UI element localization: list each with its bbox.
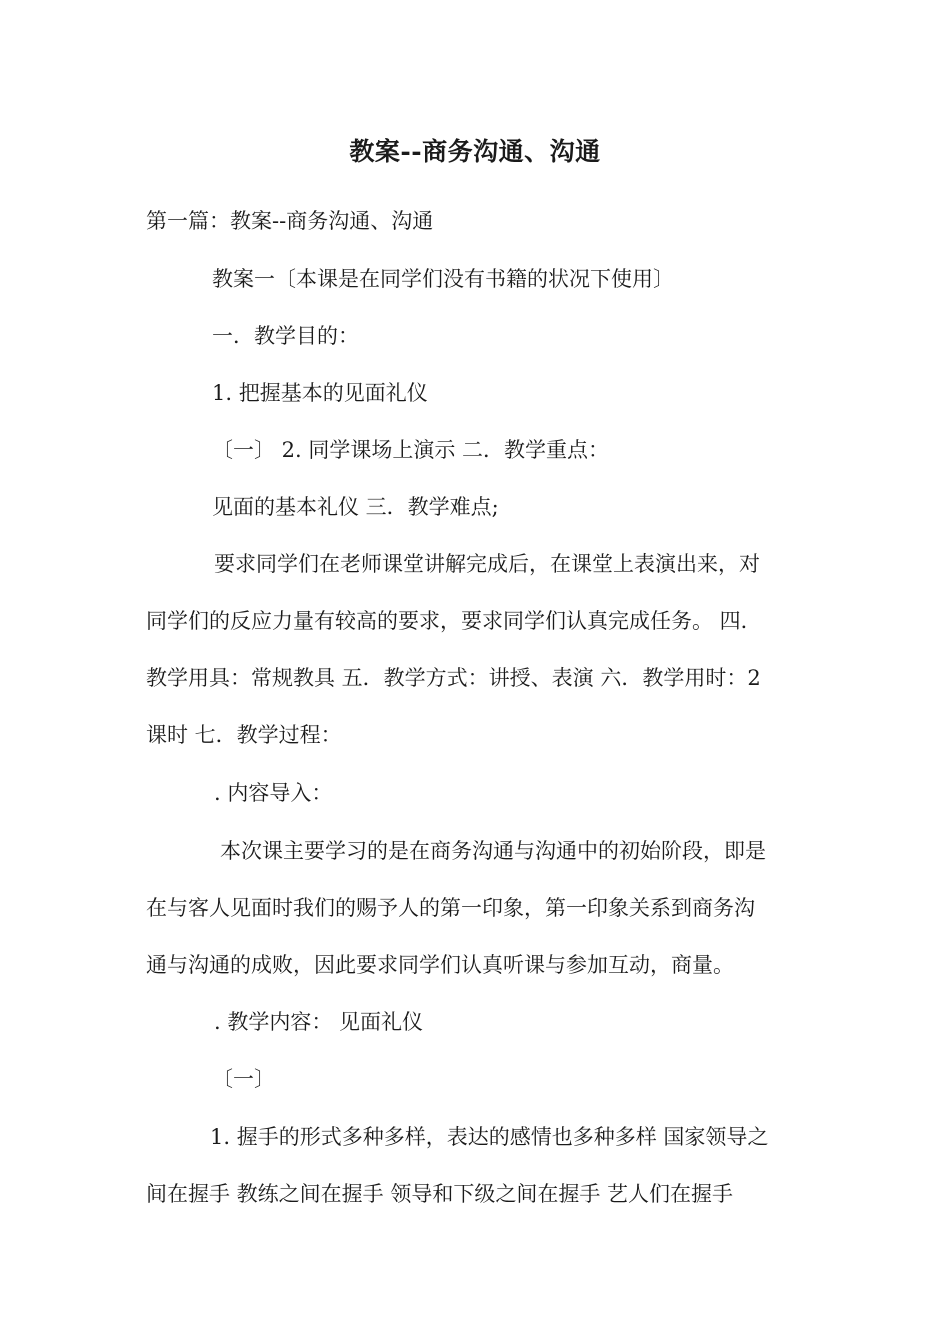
objective-item-1: 1. 把握基本的见面礼仪 [212, 381, 428, 405]
paragraph-1-line-1: 要求同学们在老师课堂讲解完成后，在课堂上表演出来，对 [214, 552, 760, 576]
paragraph-1-line-3: 教学用具：常规教具 五．教学方式：讲授、表演 六．教学用时：2 [146, 666, 761, 690]
objective-item-2: 〔一〕 2. 同学课场上演示 二．教学重点： [212, 438, 610, 462]
paragraph-3-line-1: 1. 握手的形式多种多样，表达的感情也多种多样 国家领导之 [210, 1125, 769, 1149]
objectives-heading: 一．教学目的： [212, 324, 359, 348]
document-title: 教案--商务沟通、沟通 [349, 137, 601, 166]
lesson-plan-heading: 教案一〔本课是在同学们没有书籍的状况下使用〕 [212, 267, 674, 291]
paragraph-1-line-2: 同学们的反应力量有较高的要求，要求同学们认真完成任务。 四． [146, 609, 762, 633]
key-points-line: 见面的基本礼仪 三．教学难点; [212, 495, 499, 519]
paragraph-1-line-4: 课时 七．教学过程： [146, 723, 342, 747]
paragraph-2-line-2: 在与客人见面时我们的赐予人的第一印象，第一印象关系到商务沟 [146, 896, 755, 920]
chapter-heading: 第一篇：教案--商务沟通、沟通 [146, 209, 434, 233]
content-heading: . 教学内容： 见面礼仪 [214, 1010, 424, 1034]
sub-heading: 〔一〕 [212, 1067, 275, 1091]
paragraph-2-line-3: 通与沟通的成败，因此要求同学们认真听课与参加互动，商量。 [146, 953, 734, 977]
paragraph-3-line-2: 间在握手 教练之间在握手 领导和下级之间在握手 艺人们在握手 [146, 1182, 734, 1206]
intro-heading: . 内容导入： [214, 781, 333, 805]
paragraph-2-line-1: 本次课主要学习的是在商务沟通与沟通中的初始阶段，即是 [220, 839, 766, 863]
